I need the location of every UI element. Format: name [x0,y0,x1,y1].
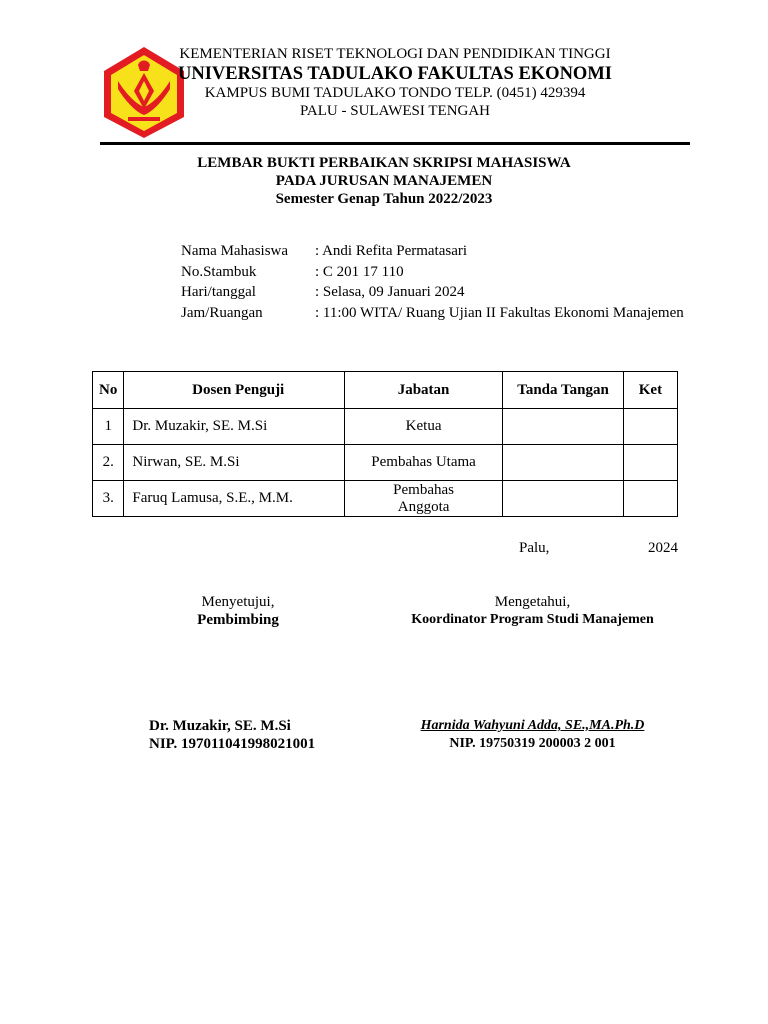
examiner-table [92,371,678,517]
examiner-position: Ketua [344,409,502,445]
supervisor-name: Dr. Muzakir, SE. M.Si [149,718,291,734]
ministry-name: KEMENTERIAN RISET TEKNOLOGI DAN PENDIDIKAN TINGGI [179,46,611,62]
left-signature-role: Pembimbing [197,612,279,628]
signature-cell[interactable] [503,445,624,481]
campus-address: KAMPUS BUMI TADULAKO TONDO TELP. (0451) 429394 [204,85,586,101]
table-row [93,445,678,481]
info-row-stambuk [181,262,684,283]
student-info [181,241,684,323]
supervisor-nip: NIP. 197011041998021001 [149,736,316,752]
info-label: No.Stambuk [181,263,257,280]
semester-title: Semester Genap Tahun 2022/2023 [275,191,493,207]
info-label: Jam/Ruangan [181,304,263,321]
coordinator-nip: NIP. 19750319 200003 2 001 [449,736,616,751]
info-value: : C 201 17 110 [315,263,404,280]
left-signature-intro: Menyetujui, [201,594,275,610]
notes-cell[interactable] [623,481,677,517]
right-signature-role: Koordinator Program Studi Manajemen [411,612,654,627]
letterhead-divider [100,142,690,145]
info-value: : Andi Refita Permatasari [315,243,468,259]
examiner-name: Dr. Muzakir, SE. M.Si [124,409,345,445]
info-row-name [181,241,684,262]
examiner-name: Nirwan, SE. M.Si [124,445,345,481]
signature-cell[interactable] [503,481,624,517]
info-value: : Selasa, 09 Januari 2024 [315,284,465,300]
info-row-room [181,303,684,324]
row-number: 3. [93,481,124,517]
row-number: 2. [93,445,124,481]
university-faculty-name: UNIVERSITAS TADULAKO FAKULTAS EKONOMI [178,64,612,84]
table-row [93,409,678,445]
info-label: Nama Mahasiswa [181,243,289,259]
department-title: PADA JURUSAN MANAJEMEN [275,173,493,189]
city-province: PALU - SULAWESI TENGAH [299,103,491,119]
info-value: : 11:00 WITA/ Ruang Ujian II Fakultas Ekonomi Manajemen [315,304,684,321]
table-row [93,481,678,517]
signature-cell[interactable] [503,409,624,445]
info-row-date [181,282,684,303]
signing-year: 2024 [648,540,678,556]
notes-cell[interactable] [623,445,677,481]
table-header-row [93,372,678,409]
right-signature-intro: Mengetahui, [494,594,571,610]
signing-place: Palu, [519,540,550,556]
column-header-signature: Tanda Tangan [503,372,624,409]
info-label: Hari/tanggal [181,284,256,300]
row-number: 1 [93,409,124,445]
examiner-name: Faruq Lamusa, S.E., M.M. [124,481,345,517]
notes-cell[interactable] [623,409,677,445]
column-header-notes: Ket [623,372,677,409]
column-header-examiner: Dosen Penguji [124,372,345,409]
coordinator-name: Harnida Wahyuni Adda, SE.,MA.Ph.D [420,718,645,733]
document-title: LEMBAR BUKTI PERBAIKAN SKRIPSI MAHASISWA [197,155,571,171]
examiner-position: Pembahas Utama [344,445,502,481]
column-header-no: No [93,372,124,409]
examiner-position: Pembahas Anggota [344,481,502,517]
column-header-position: Jabatan [344,372,502,409]
